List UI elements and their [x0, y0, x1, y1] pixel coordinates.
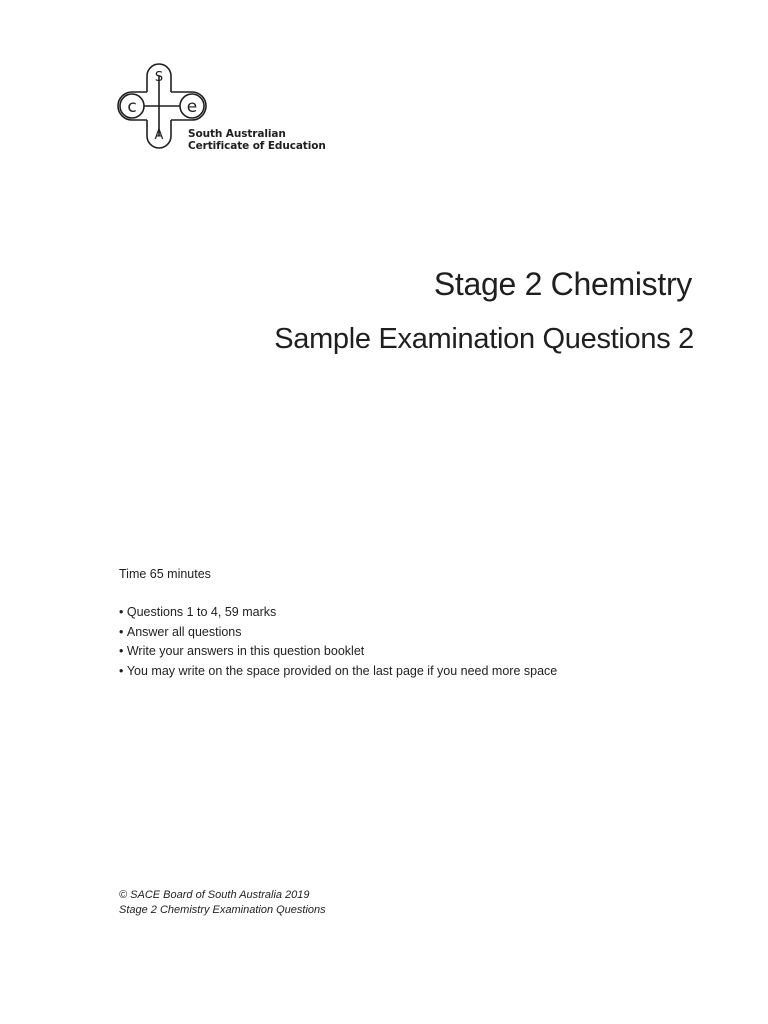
footer: [119, 888, 326, 918]
logo-org-name: [188, 128, 326, 152]
logo-letter-c: c: [127, 97, 137, 117]
instruction-item: • You may write on the space provided on the last page if you need more space: [119, 662, 557, 682]
instructions-list: [119, 603, 557, 681]
logo-letter-a: A: [154, 128, 164, 143]
logo-org-line2: Certificate of Education: [188, 140, 326, 152]
instruction-item: • Answer all questions: [119, 623, 557, 643]
footer-copyright: © SACE Board of South Australia 2019: [119, 889, 310, 901]
document-title: Stage 2 Chemistry: [433, 266, 692, 302]
footer-doc-name: Stage 2 Chemistry Examination Questions: [119, 904, 326, 916]
exam-time: Time 65 minutes: [119, 567, 211, 581]
instruction-item: • Questions 1 to 4, 59 marks: [119, 603, 557, 623]
document-subtitle: Sample Examination Questions 2: [274, 323, 694, 355]
instruction-item: • Write your answers in this question booklet: [119, 642, 557, 662]
logo-letter-e: e: [186, 97, 198, 117]
sace-logo: [116, 62, 326, 154]
logo-letter-s: S: [154, 70, 164, 85]
logo-org-line1: South Australian: [188, 128, 286, 140]
